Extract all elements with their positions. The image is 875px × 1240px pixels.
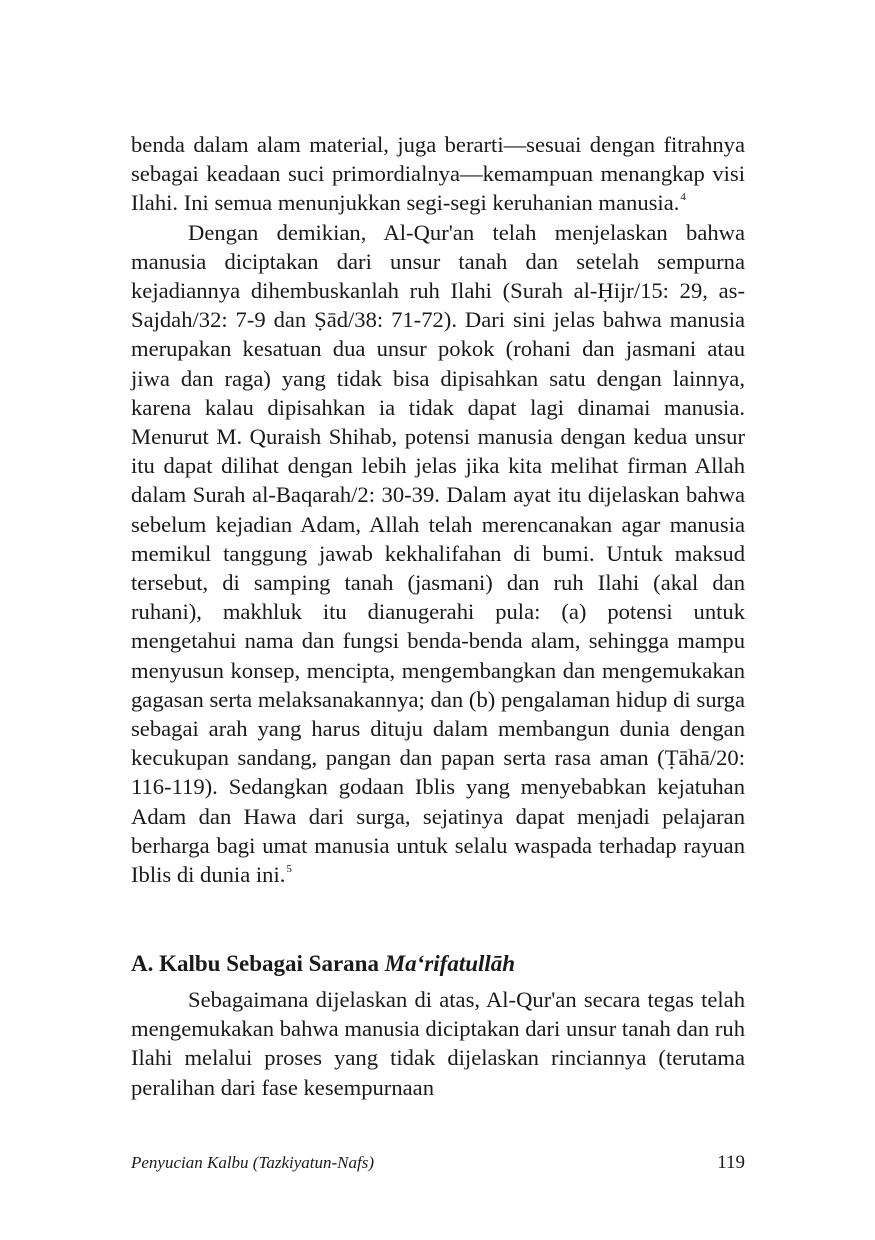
paragraph-section: Sebagaimana dijelaskan di atas, Al-Qur'an secara tegas telah mengemukakan bahwa manusia diciptakan dari unsur tanah dan ruh Ilahi melalui proses yang tidak dijelaskan rinciannya (terutama peralihan dari fase kesempurnaan <box>131 987 745 1100</box>
body-text <box>131 130 745 889</box>
section-heading-italic: Ma‘rifatullāh <box>384 951 516 976</box>
page-number: 119 <box>717 1152 745 1173</box>
running-footer-title: Penyucian Kalbu (Tazkiyatun-Nafs) <box>131 1153 375 1172</box>
paragraph-main-text: Dengan demikian, Al-Qur'an telah menjelaskan bahwa manusia diciptakan dari unsur tanah dan setelah sempurna kejadiannya dihembuskanlah ruh Ilahi (Surah al-Ḥijr/15: 29, as-Sajdah/32: 7-9 dan Ṣād/38: 71-72). Dari sini jelas bahwa manusia merupakan kesatuan dua unsur pokok (rohani dan jasmani atau jiwa dan raga) yang tidak bisa dipisahkan satu dengan lainnya, karena kalau dipisahkan ia tidak dapat lagi dinamai manusia. Menurut M. Quraish Shihab, potensi manusia dengan kedua unsur itu dapat dilihat dengan lebih jelas jika kita melihat firman Allah dalam Surah al-Baqarah/2: 30-39. Dalam ayat itu dijelaskan bahwa sebelum kejadian Adam, Allah telah merencanakan agar manusia memikul tanggung jawab kekhalifahan di bumi. Untuk maksud tersebut, di samping tanah (jasmani) dan ruh Ilahi (akal dan ruhani), makhluk itu dianugerahi pula: (a) potensi untuk mengetahui nama dan fungsi benda-benda alam, sehingga mampu menyusun konsep, mencipta, mengembangkan dan mengemukakan gagasan serta melaksanakannya; dan (b) pengalaman hidup di surga sebagai arah yang harus dituju dalam membangun dunia dengan kecukupan sandang, pangan dan papan serta rasa aman (Ṭāhā/20: 116-119). Sedangkan godaan Iblis yang menyebabkan kejatuhan Adam dan Hawa dari surga, sejatinya dapat menjadi pelajaran berharga bagi umat manusia untuk selalu waspada terhadap rayuan Iblis di dunia ini. <box>131 219 745 888</box>
section-heading-prefix: A. Kalbu Sebagai Sarana <box>131 951 385 976</box>
paragraph-continued <box>131 130 745 218</box>
section-heading <box>131 949 745 979</box>
footnote-ref-5[interactable]: 5 <box>286 863 292 876</box>
section-body-text <box>131 985 745 1102</box>
paragraph-main <box>131 218 745 890</box>
paragraph-continued-text: benda dalam alam material, juga berarti—sesuai dengan fitrahnya sebagai keadaan suci primordialnya—kemampuan menangkap visi Ilahi. Ini semua menunjukkan segi-segi keruhanian manusia. <box>131 132 745 216</box>
footnote-ref-4[interactable]: 4 <box>680 191 686 204</box>
